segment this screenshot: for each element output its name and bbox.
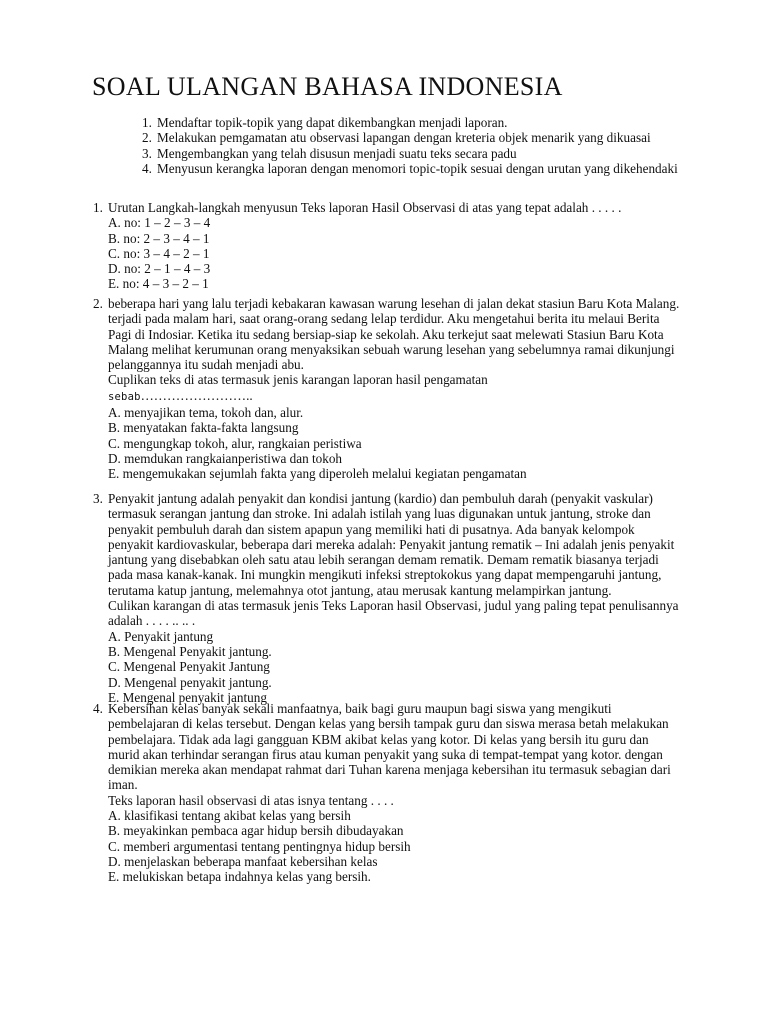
step-item bbox=[142, 146, 682, 161]
question-number: 3. bbox=[93, 491, 103, 506]
question-passage: Kebersihan kelas banyak sekali manfaatnya, baik bagi guru maupun bagi siswa yang mengikuti pembelajaran di kelas tersebut. Dengan kelas yang bersih tampak guru dan siswa merasa betah melakukan pembelajara. Tidak ada lagi gangguan KBM akibat kelas yang kotor. Di kelas yang bersih itu guru dan murid akan terhindar serangan firus atau kuman penyakit yang suka di tempat-tempat yang kotor. dengan demikian mereka akan mendapat rahmat dari Tuhan karena menjaga kebersihan itu termasuk sebagian dari iman. bbox=[108, 701, 671, 793]
page-title: SOAL ULANGAN BAHASA INDONESIA bbox=[92, 72, 563, 101]
step-number: 3. bbox=[142, 145, 152, 161]
step-item bbox=[142, 130, 682, 145]
question-1 bbox=[93, 200, 683, 292]
step-text: Menyusun kerangka laporan dengan menomori topic-topik sesuai dengan urutan yang dikehendaki bbox=[157, 160, 678, 176]
answer-option: D. memdukan rangkaianperistiwa dan tokoh bbox=[108, 450, 343, 466]
prompt-blank: …………………….. bbox=[140, 387, 253, 403]
answer-option: E. mengemukakan sejumlah fakta yang diperoleh melalui kegiatan pengamatan bbox=[108, 466, 527, 482]
step-item bbox=[142, 161, 682, 176]
step-text: Mendaftar topik-topik yang dapat dikembangkan menjadi laporan. bbox=[157, 115, 508, 130]
question-2 bbox=[93, 296, 683, 482]
step-text: Mengembangkan yang telah disusun menjadi suatu teks secara padu bbox=[157, 145, 517, 161]
answer-option: B. no: 2 – 3 – 4 – 1 bbox=[108, 230, 210, 246]
answer-option: A. Penyakit jantung bbox=[108, 628, 214, 644]
question-passage: Penyakit jantung adalah penyakit dan kondisi jantung (kardio) dan pembuluh darah (penyakit vaskular) termasuk serangan jantung dan stroke. Ini adalah istilah yang luas digunakan untuk jantung, stroke dan penyakit pembuluh darah dan sistem apapun yang memiliki hati di pusatnya. Ada banyak kelompok penyakit kardiovaskular, beberapa dari mereka adalah: Penyakit jantung rematik – Ini adalah jenis penyakit jantung yang disebabkan oleh satu atau lebih serangan demam rematik. Demam rematik biasanya terjadi pada masa kanak-kanak. Ini mungkin mengikuti infeksi streptokokus yang dapat mempengaruhi jantung, terutama katup jantung, melemahnya otot jantung, atau merusak kantung melampirkan jantung. bbox=[108, 491, 675, 598]
answer-option: A. no: 1 – 2 – 3 – 4 bbox=[108, 215, 211, 231]
answer-option: B. Mengenal Penyakit jantung. bbox=[108, 643, 272, 659]
question-prompt: Cuplikan teks di atas termasuk jenis karangan laporan hasil pengamatan bbox=[108, 372, 488, 388]
answer-option: D. no: 2 – 1 – 4 – 3 bbox=[108, 261, 211, 277]
step-number: 2. bbox=[142, 130, 152, 146]
step-text: Melakukan pemgamatan atu observasi lapangan dengan kreteria objek menarik yang dikuasai bbox=[157, 130, 651, 146]
question-text: Urutan Langkah-langkah menyusun Teks laporan Hasil Observasi di atas yang tepat adalah . . . . . bbox=[108, 200, 622, 215]
question-number: 4. bbox=[93, 701, 103, 716]
answer-option: E. melukiskan betapa indahnya kelas yang bersih. bbox=[108, 869, 371, 885]
answer-option: C. Mengenal Penyakit Jantung bbox=[108, 659, 270, 675]
step-number: 1. bbox=[142, 115, 152, 130]
answer-option: C. mengungkap tokoh, alur, rangkaian peristiwa bbox=[108, 435, 362, 451]
steps-list bbox=[142, 115, 682, 176]
question-prompt: Teks laporan hasil observasi di atas isnya tentang . . . . bbox=[108, 792, 394, 808]
answer-option: C. memberi argumentasi tentang pentingnya hidup bersih bbox=[108, 838, 411, 854]
answer-option: D. menjelaskan beberapa manfaat kebersihan kelas bbox=[108, 853, 378, 869]
answer-option: E. no: 4 – 3 – 2 – 1 bbox=[108, 276, 209, 292]
answer-option: B. menyatakan fakta-fakta langsung bbox=[108, 420, 299, 436]
question-4 bbox=[93, 701, 683, 885]
question-passage: beberapa hari yang lalu terjadi kebakaran kawasan warung lesehan di jalan dekat stasiun Baru Kota Malang. terjadi pada malam hari, saat orang-orang sedang lelap terdidur. Aku mengetahui berita itu melaui Berita Pagi di Indosiar. Ketika itu sedang bersiap-siap ke sekolah. Aku terkejut saat melewati Stasiun Baru Kota Malang melihat kerumunan orang menyaksikan sebuah warung lesehan yang sebelumnya ramai dikunjungi pelanggannya itu sudah menjadi abu. bbox=[108, 296, 680, 373]
answer-option: E. Mengenal penyakit jantung bbox=[108, 689, 267, 705]
answer-option: A. klasifikasi tentang akibat kelas yang bersih bbox=[108, 808, 351, 824]
answer-option: D. Mengenal penyakit jantung. bbox=[108, 674, 272, 690]
answer-option: B. meyakinkan pembaca agar hidup bersih dibudayakan bbox=[108, 823, 404, 839]
question-prompt-continuation bbox=[108, 388, 683, 405]
question-number: 2. bbox=[93, 296, 103, 311]
answer-option: A. menyajikan tema, tokoh dan, alur. bbox=[108, 405, 304, 421]
step-number: 4. bbox=[142, 160, 152, 176]
step-item bbox=[142, 115, 682, 130]
question-prompt: Culikan karangan di atas termasuk jenis Teks Laporan hasil Observasi, judul yang paling tepat penulisannya adalah . . . . .. .. . bbox=[108, 598, 679, 629]
question-3 bbox=[93, 491, 683, 705]
prompt-word: sebab bbox=[108, 390, 141, 403]
question-number: 1. bbox=[93, 200, 103, 215]
answer-option: C. no: 3 – 4 – 2 – 1 bbox=[108, 245, 210, 261]
